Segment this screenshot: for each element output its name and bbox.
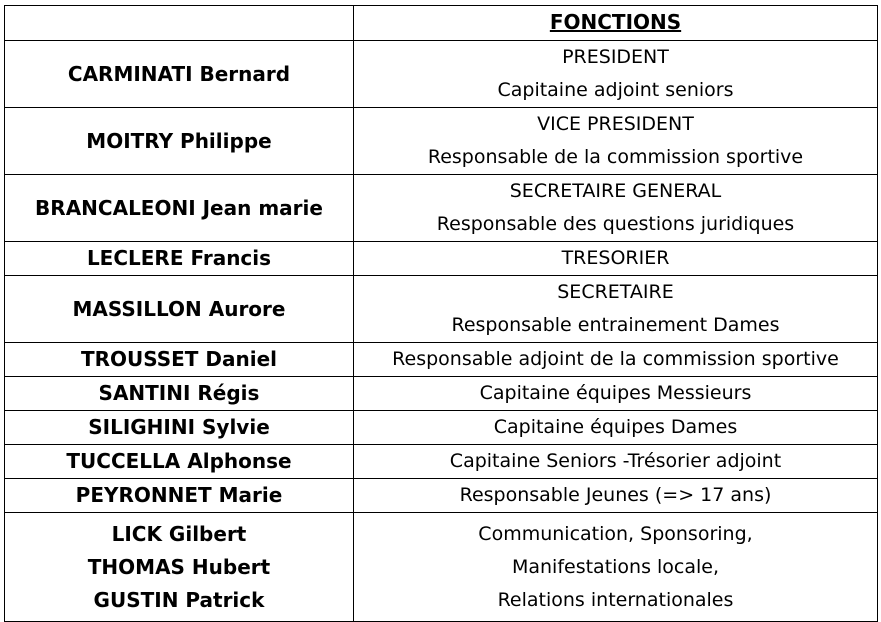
board-functions-table xyxy=(4,5,878,622)
function-line: Responsable entrainement Dames xyxy=(451,314,780,336)
member-name: SILIGHINI Sylvie xyxy=(88,415,270,439)
function-line: Capitaine équipes Dames xyxy=(493,416,738,438)
member-name: CARMINATI Bernard xyxy=(67,61,291,86)
table-row xyxy=(5,411,878,445)
member-name: MASSILLON Aurore xyxy=(72,296,286,321)
member-name-cell xyxy=(5,377,354,411)
member-name: LECLERE Francis xyxy=(86,246,272,270)
header-functions-cell xyxy=(354,6,878,41)
function-line: Responsable Jeunes (=> 17 ans) xyxy=(459,484,772,506)
table-row xyxy=(5,41,878,108)
member-name: LICK Gilbert xyxy=(111,521,247,546)
table-row xyxy=(5,276,878,343)
member-name-cell xyxy=(5,343,354,377)
member-name-cell xyxy=(5,411,354,445)
function-line: Responsable de la commission sportive xyxy=(427,146,804,168)
function-line: VICE PRESIDENT xyxy=(537,113,694,135)
member-name-cell xyxy=(5,276,354,343)
table-row xyxy=(5,513,878,622)
function-line: Responsable des questions juridiques xyxy=(436,213,795,235)
function-cell xyxy=(354,377,878,411)
function-cell xyxy=(354,108,878,175)
function-line: TRESORIER xyxy=(561,247,670,269)
table-row xyxy=(5,377,878,411)
member-name: MOITRY Philippe xyxy=(86,128,272,153)
member-name-cell xyxy=(5,479,354,513)
member-name: TROUSSET Daniel xyxy=(80,347,278,371)
function-cell xyxy=(354,276,878,343)
function-cell xyxy=(354,343,878,377)
member-name: BRANCALEONI Jean marie xyxy=(35,195,323,220)
function-line: Responsable adjoint de la commission sportive xyxy=(392,348,839,370)
function-cell xyxy=(354,411,878,445)
function-cell xyxy=(354,513,878,622)
member-name: TUCCELLA Alphonse xyxy=(66,449,292,473)
table-row xyxy=(5,445,878,479)
member-name: SANTINI Régis xyxy=(98,381,260,405)
function-cell xyxy=(354,242,878,276)
function-cell xyxy=(354,41,878,108)
function-line: Capitaine adjoint seniors xyxy=(497,79,734,101)
table-row xyxy=(5,108,878,175)
table-row xyxy=(5,479,878,513)
member-name: THOMAS Hubert xyxy=(87,554,271,579)
functions-header-label: FONCTIONS xyxy=(549,10,682,34)
member-name-cell xyxy=(5,175,354,242)
header-empty-cell xyxy=(5,6,354,41)
function-line: Manifestations locale, xyxy=(511,555,720,578)
function-line: PRESIDENT xyxy=(562,46,669,68)
function-line: SECRETAIRE GENERAL xyxy=(509,180,722,202)
member-name-cell xyxy=(5,242,354,276)
table-row xyxy=(5,175,878,242)
member-name-cell xyxy=(5,108,354,175)
function-line: Capitaine équipes Messieurs xyxy=(479,382,752,404)
table-row xyxy=(5,343,878,377)
function-line: SECRETAIRE xyxy=(557,281,674,303)
member-name: GUSTIN Patrick xyxy=(93,587,265,612)
member-name-cell xyxy=(5,41,354,108)
function-cell xyxy=(354,175,878,242)
function-cell xyxy=(354,479,878,513)
member-name-cell xyxy=(5,445,354,479)
member-name-cell xyxy=(5,513,354,622)
function-cell xyxy=(354,445,878,479)
function-line: Relations internationales xyxy=(497,588,734,611)
function-line: Capitaine Seniors -Trésorier adjoint xyxy=(449,450,782,472)
function-line: Communication, Sponsoring, xyxy=(478,522,753,545)
member-name: PEYRONNET Marie xyxy=(75,483,283,507)
header-row xyxy=(5,6,878,41)
table-row xyxy=(5,242,878,276)
